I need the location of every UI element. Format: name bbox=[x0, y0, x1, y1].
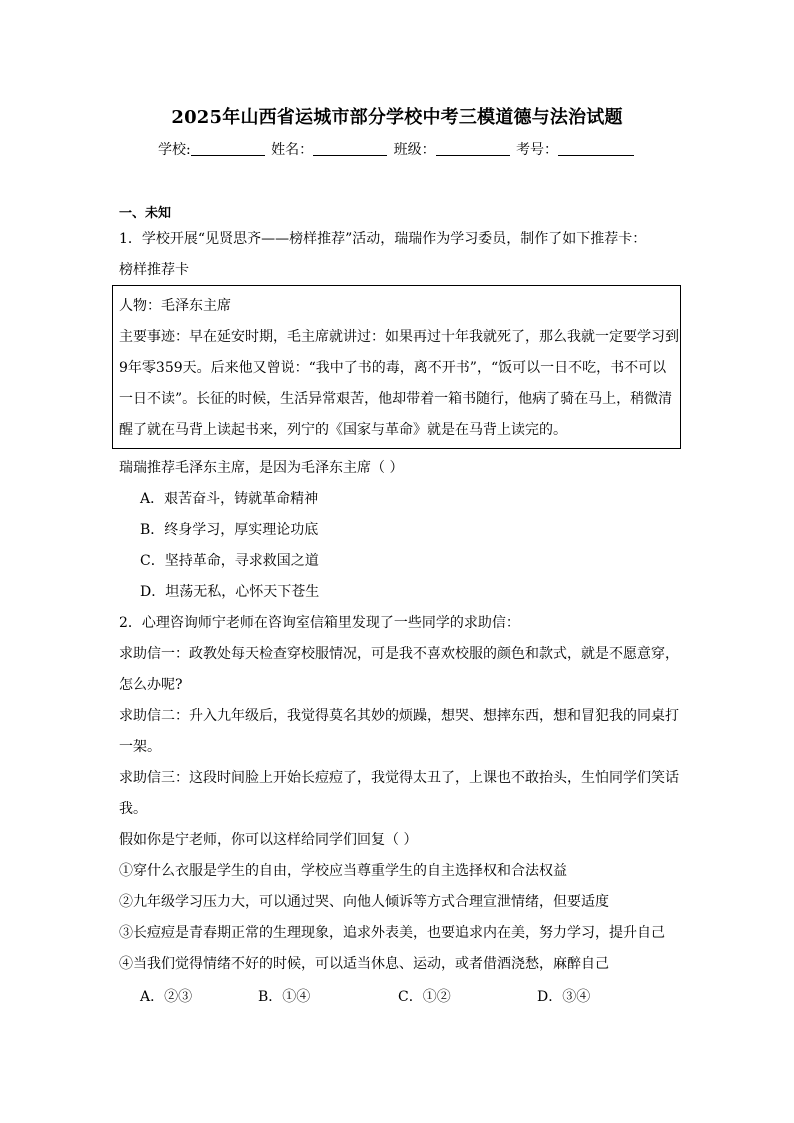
q1-option-a[interactable]: A．艰苦奋斗，铸就革命精神 bbox=[140, 491, 319, 507]
q2-statement-1: ①穿什么衣服是学生的自由，学校应当尊重学生的自主选择权和合法权益 bbox=[119, 863, 567, 879]
q1-card-title: 榜样推荐卡 bbox=[119, 262, 189, 278]
q2-line: 一架。 bbox=[119, 739, 161, 755]
q2-line: 求助信二：升入九年级后，我觉得莫名其妙的烦躁，想哭、想摔东西，想和冒犯我的同桌打 bbox=[119, 708, 679, 724]
q2-statement-2: ②九年级学习压力大，可以通过哭、向他人倾诉等方式合理宣泄情绪，但要适度 bbox=[119, 894, 609, 910]
card-line: 9年零359天。后来他又曾说：“我中了书的毒，离不开书”，“饭可以一日不吃，书不可以 bbox=[119, 360, 667, 376]
school-blank[interactable] bbox=[191, 141, 265, 156]
name-blank[interactable] bbox=[313, 141, 387, 156]
q1-option-c[interactable]: C．坚持革命，寻求救国之道 bbox=[140, 553, 319, 569]
card-line: 主要事迹：早在延安时期，毛主席就讲过：如果再过十年我就死了，那么我就一定要学习到 bbox=[119, 329, 679, 345]
school-label: 学校: bbox=[157, 142, 191, 158]
student-info-row bbox=[0, 139, 794, 159]
section-heading: 一、未知 bbox=[119, 206, 172, 221]
class-label: 班级： bbox=[393, 142, 436, 158]
q2-option-c[interactable]: C．①② bbox=[398, 989, 451, 1005]
q2-option-b[interactable]: B．①④ bbox=[258, 989, 311, 1005]
q2-option-a[interactable]: A．②③ bbox=[140, 989, 193, 1005]
q2-statement-4: ④当我们觉得情绪不好的时候，可以适当休息、运动，或者借酒浇愁，麻醉自己 bbox=[119, 956, 609, 972]
q2-question: 假如你是宁老师，你可以这样给同学们回复（ ） bbox=[119, 832, 418, 848]
q2-line: 求助信一：政教处每天检查穿校服情况，可是我不喜欢校服的颜色和款式，就是不愿意穿， bbox=[119, 646, 679, 662]
class-blank[interactable] bbox=[436, 141, 510, 156]
q2-line: 求助信三：这段时间脸上开始长痘痘了，我觉得太丑了，上课也不敢抬头，生怕同学们笑话 bbox=[119, 770, 679, 786]
card-line: 人物：毛泽东主席 bbox=[119, 298, 231, 314]
q1-stem: 1．学校开展“见贤思齐——榜样推荐”活动，瑞瑞作为学习委员，制作了如下推荐卡： bbox=[119, 231, 647, 247]
q2-line: 我。 bbox=[119, 801, 147, 817]
q2-statement-3: ③长痘痘是青春期正常的生理现象，追求外表美，也要追求内在美，努力学习，提升自己 bbox=[119, 925, 665, 941]
page-title: 2025年山西省运城市部分学校中考三模道德与法治试题 bbox=[171, 107, 623, 128]
q2-line: 怎么办呢? bbox=[119, 677, 183, 693]
q2-line: 2．心理咨询师宁老师在咨询室信箱里发现了一些同学的求助信： bbox=[119, 615, 520, 631]
q1-option-b[interactable]: B．终身学习，厚实理论功底 bbox=[140, 522, 319, 538]
card-line: 醒了就在马背上读起书来，列宁的《国家与革命》就是在马背上读完的。 bbox=[119, 422, 567, 438]
q1-question: 瑞瑞推荐毛泽东主席，是因为毛泽东主席（ ） bbox=[119, 460, 404, 476]
exam-number-blank[interactable] bbox=[558, 141, 634, 156]
name-label: 姓名： bbox=[271, 142, 314, 158]
q2-option-d[interactable]: D．③④ bbox=[537, 989, 591, 1005]
exam-number-label: 考号： bbox=[516, 142, 559, 158]
q1-option-d[interactable]: D．坦荡无私，心怀天下苍生 bbox=[140, 584, 320, 600]
card-line: 一日不读”。长征的时候，生活异常艰苦，他却带着一箱书随行，他病了骑在马上，稍微清 bbox=[119, 391, 673, 407]
